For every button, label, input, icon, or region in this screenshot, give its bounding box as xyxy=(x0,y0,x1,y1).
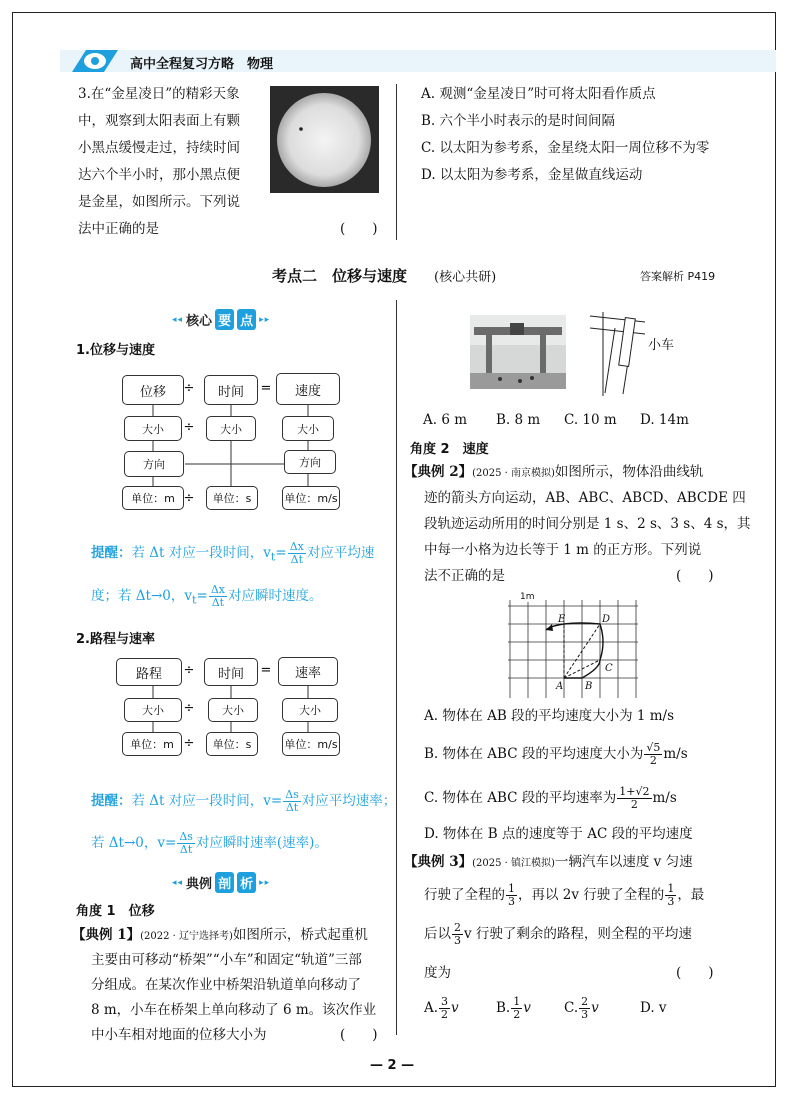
ex2-option-c[interactable] xyxy=(424,784,677,812)
header-title: 高中全程复习方略 物理 xyxy=(130,57,274,72)
option-fraction: $\frac{3}{2}$ xyxy=(441,995,449,1021)
tip-text: 若 Δt 对应一段时间，v xyxy=(131,545,271,561)
s1-divide-sign: ÷ xyxy=(183,420,195,435)
ex3-text: v 行驶了剩余的路程，则全程的平均速 xyxy=(464,926,692,942)
option-unit: m/s xyxy=(652,790,677,806)
tip-fraction: $\frac{\Delta s}{\Delta t}$ xyxy=(285,788,299,814)
ex3-source: (2025 · 镇江模拟) xyxy=(472,858,555,869)
s2-title: 2.路程与速率 xyxy=(76,632,155,647)
s2-tip-line-1 xyxy=(91,788,396,814)
q3-option-a[interactable]: A. 观测“金星凌日”时可将太阳看作质点 xyxy=(421,86,656,102)
page-number: — 2 — xyxy=(370,1058,415,1073)
point-label-c: C xyxy=(605,663,613,674)
s1-box-magnitude: 大小 xyxy=(124,416,182,441)
option-text: C. 物体在 ABC 段的平均速率为 xyxy=(424,790,617,806)
ex2-text: 如图所示，物体沿曲线轨 xyxy=(554,464,704,480)
s2-box-magnitude: 大小 xyxy=(124,698,182,722)
ex1-text: 如图所示，桥式起重机 xyxy=(232,927,368,943)
option-fraction: $\frac{√5}{2}$ xyxy=(646,741,661,767)
s2-box-unit-s: 单位：s xyxy=(206,732,258,756)
s2-box-distance: 路程 xyxy=(116,658,182,686)
s1-box-magnitude: 大小 xyxy=(282,416,334,441)
option-fraction: $\frac{2}{3}$ xyxy=(581,995,589,1021)
s1-box-unit-ms: 单位：m/s xyxy=(282,486,340,510)
ex2-option-a[interactable]: A. 物体在 AB 段的平均速度大小为 1 m/s xyxy=(424,708,675,724)
s1-equals-sign: = xyxy=(260,381,272,396)
examples-prefix: 典例 xyxy=(186,877,213,892)
point-label-a: A xyxy=(556,681,564,692)
ex3-fraction: $\frac{1}{3}$ xyxy=(508,882,515,908)
s1-box-unit-s: 单位：s xyxy=(206,486,258,510)
point-label-d: D xyxy=(602,614,611,625)
grid-scale-label: 1m xyxy=(520,592,535,602)
q3-stem-line: 达六个半小时，那小黑点便 xyxy=(78,167,240,183)
option-letter: A. xyxy=(424,1000,439,1016)
core-points-pill: 点 xyxy=(237,309,256,330)
ex3-text: 一辆汽车以速度 v 匀速 xyxy=(554,854,693,870)
q3-option-c[interactable]: C. 以太阳为参考系，金星绕太阳一周位移不为零 xyxy=(421,140,710,156)
point-label-b: B xyxy=(585,681,593,692)
ex2-line: 迹的箭头方向运动，AB、ABC、ABCD、ABCDE 四 xyxy=(424,490,746,506)
option-letter: C. xyxy=(564,1000,579,1016)
s2-box-speed: 速率 xyxy=(278,657,338,686)
ex3-answer-paren[interactable]: ( ) xyxy=(676,965,714,981)
ex2-line: 中每一小格为边长等于 1 m 的正方形。下列说 xyxy=(424,542,702,558)
ex2-line: 法不正确的是 xyxy=(424,568,505,584)
ex2-line: 段轨迹运动所用的时间分别是 1 s、2 s、3 s、4 s，其 xyxy=(424,516,751,532)
option-symbol: v xyxy=(451,1000,459,1016)
option-unit: m/s xyxy=(663,746,688,762)
ex1-first-line xyxy=(72,925,368,947)
section-tag: (核心共研) xyxy=(434,270,497,285)
ex3-text: ，最 xyxy=(677,887,705,903)
tip-label: 提醒： xyxy=(91,793,132,809)
section-title: 考点二 位移与速度 xyxy=(272,267,408,285)
ex3-line-4: 度为 xyxy=(424,965,451,981)
s2-divide-sign: ÷ xyxy=(183,663,195,678)
ex3-option-a[interactable] xyxy=(424,994,459,1022)
ex3-fraction: $\frac{1}{3}$ xyxy=(667,882,675,908)
tip-text: 对应平均速率； xyxy=(301,793,397,809)
ex3-first-line xyxy=(404,852,693,874)
s1-box-velocity: 速度 xyxy=(276,373,340,405)
tip-subscript: t xyxy=(270,550,276,564)
s1-box-unit-m: 单位：m xyxy=(122,486,184,510)
s2-box-time: 时间 xyxy=(204,658,258,686)
examples-pill: 析 xyxy=(237,872,256,893)
tip-fraction: $\frac{\Delta x}{\Delta t}$ xyxy=(289,540,304,566)
s1-box-direction: 方向 xyxy=(284,450,336,474)
ex3-option-c[interactable] xyxy=(564,994,599,1022)
ex1-option-b[interactable]: B. 8 m xyxy=(496,412,541,428)
ex1-line: 8 m，小车在桥架上单向移动了 6 m。该次作业 xyxy=(91,1002,377,1018)
ex2-option-b[interactable] xyxy=(424,740,688,768)
trajectory-grid-figure xyxy=(500,596,640,700)
option-fraction: $\frac{1}{2}$ xyxy=(513,995,521,1021)
ex2-answer-paren[interactable]: ( ) xyxy=(676,568,714,584)
s1-divide-sign: ÷ xyxy=(183,381,195,396)
crane-photo xyxy=(470,315,566,389)
tip-text: 对应瞬时速率(速率)。 xyxy=(195,835,328,851)
q3-stem-line: 法中正确的是 xyxy=(78,221,159,237)
s2-tip-line-2 xyxy=(91,830,328,856)
core-points-pill: 要 xyxy=(215,309,234,330)
tip-equals: = xyxy=(275,545,287,561)
tip-subscript: t xyxy=(192,593,197,607)
q3-answer-paren[interactable]: ( ) xyxy=(340,221,378,237)
ex3-option-d[interactable]: D. v xyxy=(640,1000,667,1016)
ex2-label: 【典例 2】 xyxy=(404,464,473,480)
s2-divide-sign: ÷ xyxy=(183,736,195,751)
q3-stem-line: 是金星，如图所示。下列说 xyxy=(78,194,240,210)
option-letter: B. xyxy=(496,1000,511,1016)
point-label-e: E xyxy=(558,614,566,625)
angle1-title: 角度 1 位移 xyxy=(76,904,155,919)
s2-divide-sign: ÷ xyxy=(183,701,195,716)
ex1-line: 主要由可移动“桥架”“小车”和固定“轨道”三部 xyxy=(91,952,362,968)
option-fraction: $\frac{1+√2}{2}$ xyxy=(619,785,650,811)
ex1-line: 分组成。在某次作业中桥架沿轨道单向移动了 xyxy=(91,977,361,993)
ex1-line: 中小车相对地面的位移大小为 xyxy=(91,1027,267,1043)
tip-fraction: $\frac{\Delta x}{\Delta t}$ xyxy=(210,583,225,609)
ex3-text: 后以 xyxy=(424,926,451,942)
ex3-text: ，再以 2v 行驶了全程的 xyxy=(518,887,665,903)
examples-banner: ◂◂ 典例 剖 析 ▸▸ xyxy=(172,872,270,893)
examples-pill: 剖 xyxy=(215,872,234,893)
ex1-option-a[interactable]: A. 6 m xyxy=(423,412,468,428)
s1-box-direction: 方向 xyxy=(124,451,184,477)
tip-text: 度；若 Δt→0，v xyxy=(91,588,192,604)
option-symbol: v xyxy=(523,1000,531,1016)
s1-box-magnitude: 大小 xyxy=(206,416,256,441)
core-points-prefix: 核心 xyxy=(186,314,213,329)
tip-text: 若 Δt 对应一段时间，v= xyxy=(131,793,283,809)
crane-diagram xyxy=(585,308,695,398)
tip-equals: = xyxy=(196,588,208,604)
tip-label: 提醒： xyxy=(91,545,132,561)
q3-stem-line: 小黑点缓慢走过，持续时间 xyxy=(78,140,240,156)
s2-box-magnitude: 大小 xyxy=(282,698,338,722)
ex1-label: 【典例 1】 xyxy=(72,927,141,943)
option-symbol: v xyxy=(591,1000,599,1016)
tip-text: 若 Δt→0，v= xyxy=(91,835,177,851)
option-text: B. 物体在 ABC 段的平均速度大小为 xyxy=(424,746,644,762)
angle2-title: 角度 2 速度 xyxy=(410,442,489,457)
ex3-label: 【典例 3】 xyxy=(404,854,473,870)
ex2-option-d[interactable]: D. 物体在 B 点的速度等于 AC 段的平均速度 xyxy=(424,826,693,842)
ex1-option-d[interactable]: D. 14m xyxy=(640,412,689,428)
ex2-source: (2025 · 南京模拟) xyxy=(472,468,555,479)
s2-box-unit-ms: 单位：m/s xyxy=(282,732,340,756)
q3-option-d[interactable]: D. 以太阳为参考系，金星做直线运动 xyxy=(421,167,643,183)
ex3-line-2 xyxy=(424,881,704,909)
s1-box-displacement: 位移 xyxy=(122,375,184,405)
q3-stem-line: 中，观察到太阳表面上有颗 xyxy=(78,113,240,129)
answer-reference: 答案解析 P419 xyxy=(640,270,716,283)
q3-stem-line: 3.在“金星凌日”的精彩天象 xyxy=(78,86,240,102)
ex1-answer-paren[interactable]: ( ) xyxy=(340,1027,378,1043)
ex1-option-c[interactable]: C. 10 m xyxy=(564,412,617,428)
ex3-text: 行驶了全程的 xyxy=(424,887,505,903)
s2-equals-sign: = xyxy=(260,663,272,678)
ex3-option-b[interactable] xyxy=(496,994,531,1022)
s2-box-unit-m: 单位：m xyxy=(122,732,182,756)
s1-title: 1.位移与速度 xyxy=(76,343,155,358)
crane-trolley-label: 小车 xyxy=(648,338,675,353)
s1-box-time: 时间 xyxy=(204,375,258,405)
core-points-banner: ◂◂ 核心 要 点 ▸▸ xyxy=(172,309,270,330)
q3-option-b[interactable]: B. 六个半小时表示的是时间间隔 xyxy=(421,113,616,129)
ex3-fraction: $\frac{2}{3}$ xyxy=(454,921,461,947)
tip-fraction: $\frac{\Delta s}{\Delta t}$ xyxy=(179,830,193,856)
ex3-line-3 xyxy=(424,920,692,948)
s2-box-magnitude: 大小 xyxy=(208,698,258,722)
ex1-source: (2022 · 辽宁选择考) xyxy=(140,931,233,942)
ex2-first-line xyxy=(404,462,703,484)
tip-text: 对应瞬时速度。 xyxy=(228,588,323,604)
s1-divide-sign: ÷ xyxy=(183,491,195,506)
tip-text: 对应平均速 xyxy=(306,545,375,561)
